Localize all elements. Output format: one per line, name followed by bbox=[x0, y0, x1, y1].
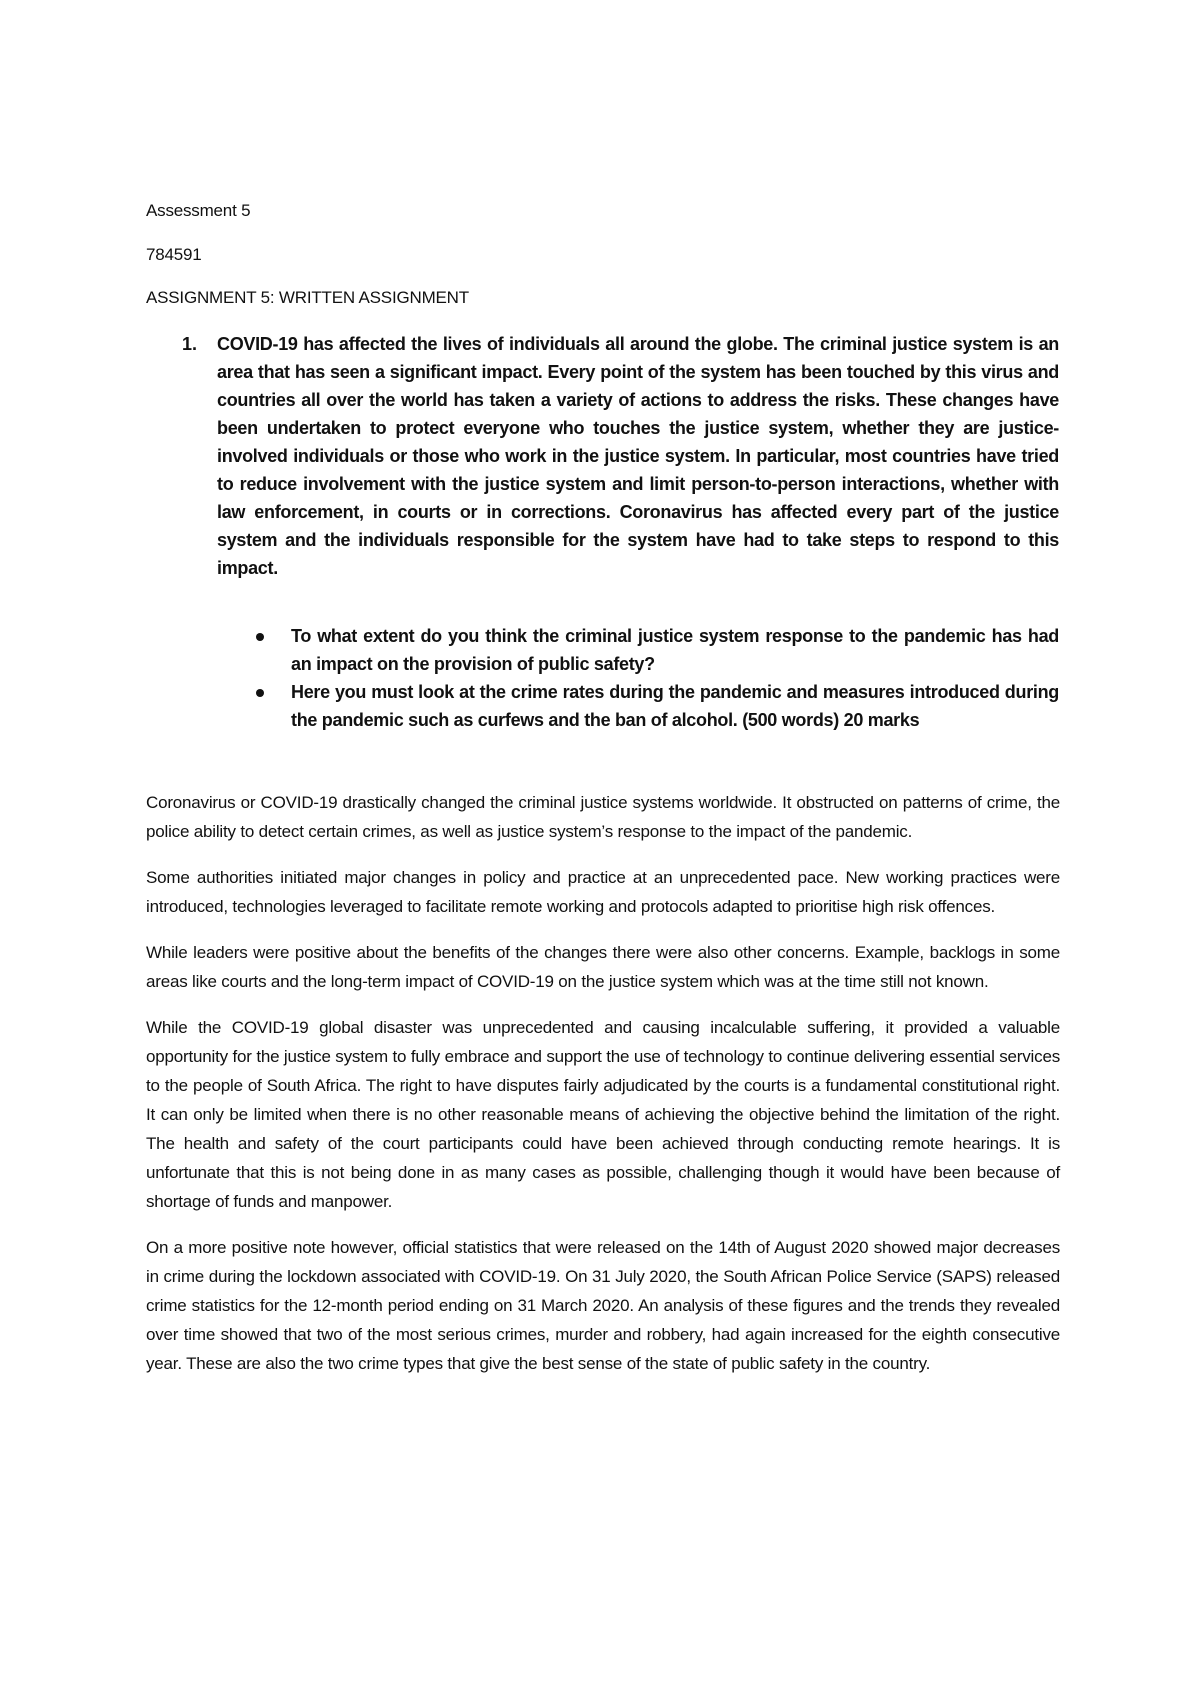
answer-body bbox=[146, 788, 1060, 1395]
answer-paragraph: Coronavirus or COVID-19 drastically changed the criminal justice systems worldwide. It obstructed on patterns of crime, the police ability to detect certain crimes, as well as justice system’s response to the impact of the pandemic. bbox=[146, 793, 1060, 841]
bullet-text: To what extent do you think the criminal justice system response to the pandemic has had an impact on the provision of public safety? bbox=[291, 626, 1059, 674]
question-number: 1. bbox=[182, 334, 198, 354]
answer-paragraph: Some authorities initiated major changes in policy and practice at an unprecedented pace. New working practices were introduced, technologies leveraged to facilitate remote working and protocols adapted to prioritise high risk offences. bbox=[146, 868, 1060, 916]
question-text: COVID-19 has affected the lives of individuals all around the globe. The criminal justice system is an area that has seen a significant impact. Every point of the system has been touched by this virus and countries all over the world has taken a variety of actions to address the risks. These changes have been undertaken to protect everyone who touches the justice system, whether they are justice-involved individuals or those who work in the justice system. In particular, most countries have tried to reduce involvement with the justice system and limit person-to-person interactions, whether with law enforcement, in courts or in corrections. Coronavirus has affected every part of the justice system and the individuals responsible for the system have had to take steps to respond to this impact. bbox=[217, 334, 1059, 578]
bullet-text: Here you must look at the crime rates during the pandemic and measures introduced during the pandemic such as curfews and the ban of alcohol. (500 words) 20 marks bbox=[291, 682, 1059, 730]
bullet-dot-icon bbox=[256, 689, 264, 697]
answer-paragraph: On a more positive note however, official statistics that were released on the 14th of August 2020 showed major decreases in crime during the lockdown associated with COVID-19. On 31 July 2020, the South African Police Service (SAPS) released crime statistics for the 12-month period ending on 31 March 2020. An analysis of these figures and the trends they revealed over time showed that two of the most serious crimes, murder and robbery, had again increased for the eighth consecutive year. These are also the two crime types that give the best sense of the state of public safety in the country. bbox=[146, 1238, 1060, 1373]
answer-paragraph: While the COVID-19 global disaster was unprecedented and causing incalculable suffering, it provided a valuable opportunity for the justice system to fully embrace and support the use of technology to continue delivering essential services to the people of South Africa. The right to have disputes fairly adjudicated by the courts is a fundamental constitutional right. It can only be limited when there is no other reasonable means of achieving the objective behind the limitation of the right. The health and safety of the court participants could have been achieved through conducting remote hearings. It is unfortunate that this is not being done in as many cases as possible, challenging though it would have been because of shortage of funds and manpower. bbox=[146, 1018, 1060, 1211]
question-bullets bbox=[146, 622, 1066, 734]
document-title: Assessment 5 bbox=[146, 201, 251, 220]
answer-paragraph: While leaders were positive about the benefits of the changes there were also other concerns. Example, backlogs in some areas like courts and the long-term impact of COVID-19 on the justice system which was at the time still not known. bbox=[146, 943, 1060, 991]
bullet-dot-icon bbox=[256, 633, 264, 641]
bullet-item bbox=[291, 678, 1059, 734]
bullet-item bbox=[291, 622, 1059, 678]
assignment-title: ASSIGNMENT 5: WRITTEN ASSIGNMENT bbox=[146, 288, 469, 307]
student-number: 784591 bbox=[146, 245, 202, 264]
